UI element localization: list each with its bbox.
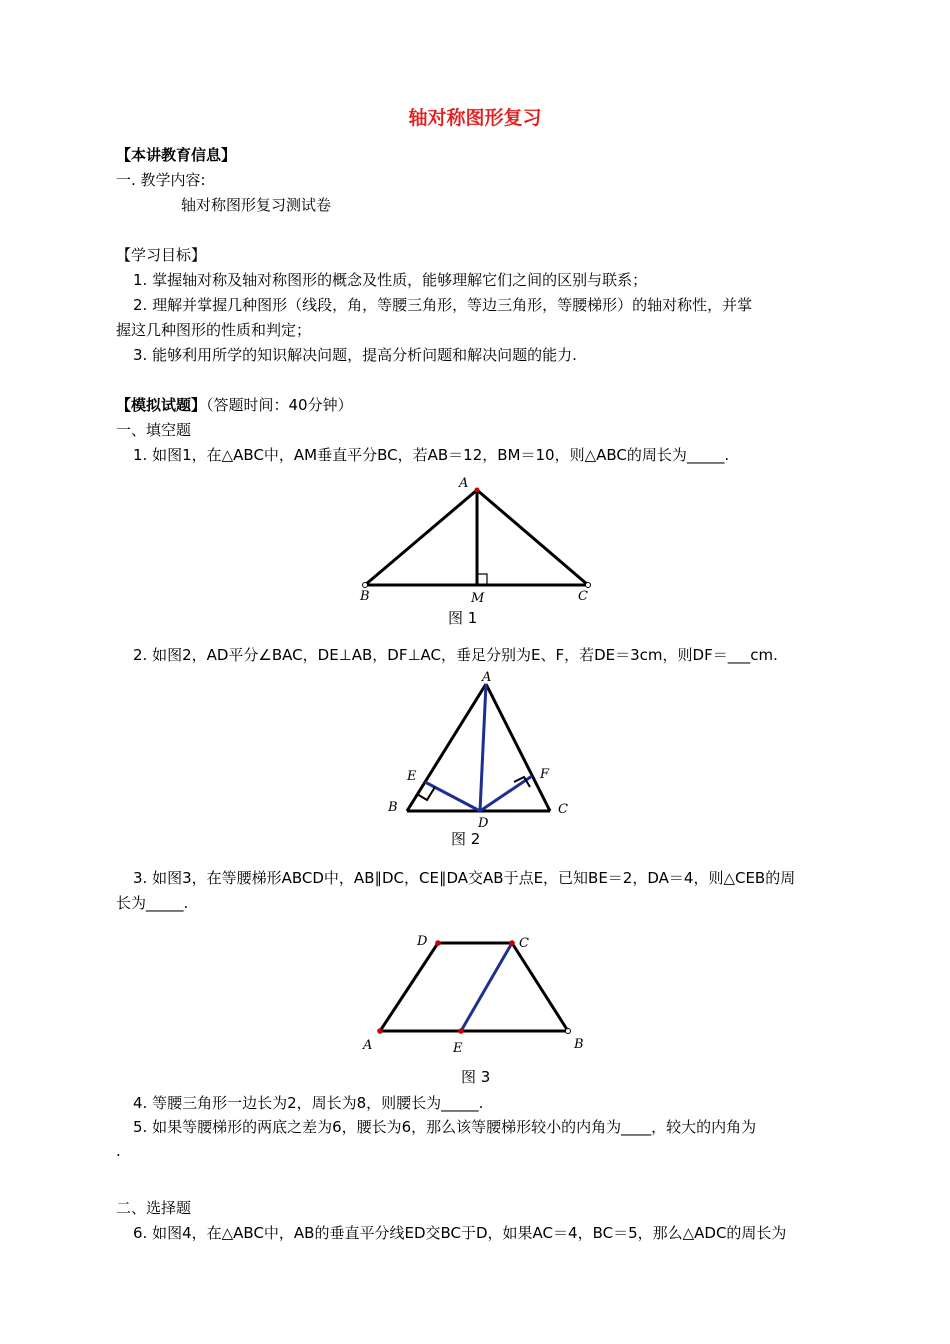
label-c: C <box>578 589 588 604</box>
objective-item: 1. 掌握轴对称及轴对称图形的概念及性质，能够理解它们之间的区别与联系； <box>133 271 648 289</box>
test-label: 【模拟试题】 <box>116 396 207 414</box>
question-3: 3. 如图3，在等腰梯形ABCD中，AB∥DC，CE∥DA交AB于点E，已知BE＝2，DA＝4，则△CEB的周 <box>133 869 796 887</box>
label-a: A <box>459 476 469 491</box>
page-title: 轴对称图形复习 <box>408 107 542 129</box>
label-f: F <box>540 767 550 782</box>
teaching-content-label: 一. 教学内容: <box>116 171 206 189</box>
figure-2-caption: 图 2 <box>451 830 481 848</box>
question-5: 5. 如果等腰梯形的两底之差为6，腰长为6，那么该等腰梯形较小的内角为____，较大的内角为 <box>133 1118 757 1136</box>
segment-ad <box>480 684 486 811</box>
label-d: D <box>478 816 489 831</box>
teaching-content: 轴对称图形复习测试卷 <box>181 196 332 214</box>
side-cb <box>512 943 568 1031</box>
objective-item: 3. 能够利用所学的知识解决问题，提高分析问题和解决问题的能力. <box>133 346 577 364</box>
label-b: B <box>360 589 370 604</box>
label-c: C <box>558 802 568 817</box>
side-ad <box>380 943 438 1031</box>
segment-de <box>425 782 480 811</box>
part2-heading: 二、选择题 <box>116 1199 192 1217</box>
point-d <box>435 940 441 946</box>
figure-1 <box>355 470 600 605</box>
label-c: C <box>519 936 529 951</box>
segment-ce <box>461 943 512 1031</box>
label-d: D <box>417 934 428 949</box>
label-e: E <box>453 1041 463 1056</box>
question-6: 6. 如图4，在△ABC中，AB的垂直平分线ED交BC于D，如果AC＝4，BC＝5，那么△ADC的周长为 <box>133 1224 787 1242</box>
point-b <box>566 1029 571 1034</box>
figure-2 <box>380 668 580 831</box>
side-ac <box>486 684 550 811</box>
question-3-continued: 长为_____. <box>116 894 189 912</box>
point-a <box>377 1028 383 1034</box>
objectives-heading: 【学习目标】 <box>116 246 207 264</box>
objective-item: 握这几种图形的性质和判定； <box>116 321 312 339</box>
figure-3-caption: 图 3 <box>461 1068 491 1086</box>
test-heading <box>116 395 353 415</box>
section-info-heading: 【本讲教育信息】 <box>116 146 237 164</box>
label-m: M <box>471 591 485 606</box>
label-a: A <box>363 1038 373 1053</box>
segment-df <box>480 776 532 811</box>
figure-1-caption: 图 1 <box>448 609 478 627</box>
point-e <box>458 1028 464 1034</box>
label-e: E <box>407 769 417 784</box>
question-1: 1. 如图1，在△ABC中，AM垂直平分BC，若AB＝12，BM＝10，则△ABC的周长为_____. <box>133 446 730 464</box>
label-a: A <box>482 670 492 685</box>
side-ac <box>477 490 588 585</box>
point-c <box>509 940 515 946</box>
question-2: 2. 如图2，AD平分∠BAC，DE⊥AB，DF⊥AC，垂足分别为E、F，若DE＝3cm，则DF＝___cm. <box>133 646 778 664</box>
label-b: B <box>388 800 398 815</box>
test-time: （答题时间：40分钟） <box>206 396 353 414</box>
question-4: 4. 等腰三角形一边长为2，周长为8，则腰长为_____. <box>133 1094 484 1112</box>
side-ab <box>365 490 477 585</box>
figure-3 <box>355 925 595 1060</box>
question-5-continued: . <box>116 1142 121 1160</box>
point-a <box>475 488 480 493</box>
part1-heading: 一、填空题 <box>116 421 192 439</box>
label-b: B <box>574 1037 584 1052</box>
point-c <box>586 583 591 588</box>
objective-item: 2. 理解并掌握几种图形（线段，角，等腰三角形，等边三角形，等腰梯形）的轴对称性，并掌 <box>133 296 753 314</box>
point-b <box>363 583 368 588</box>
